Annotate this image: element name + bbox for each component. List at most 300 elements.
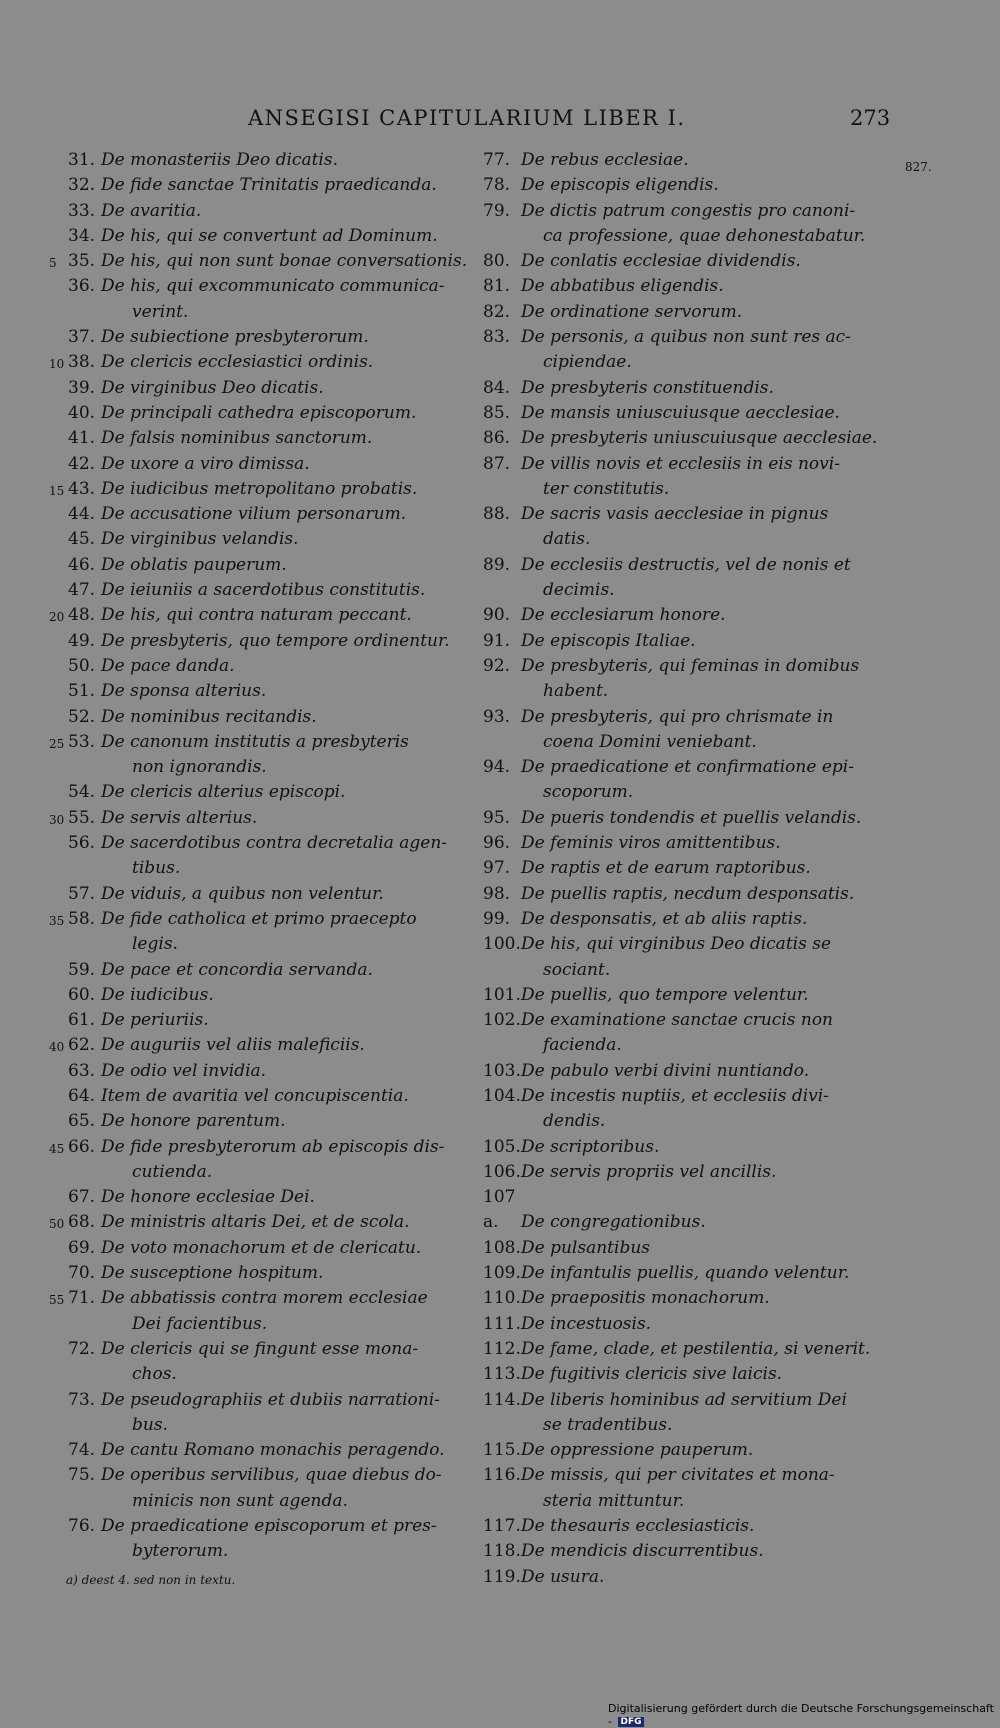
- entry-number: 71.: [68, 1288, 96, 1309]
- toc-entry: [483, 882, 885, 907]
- entry-title: De viduis, a quibus non velentur.: [101, 883, 384, 904]
- entry-number: 60.: [68, 984, 96, 1005]
- entry-title: De missis, qui per civitates et mona-: [521, 1465, 835, 1486]
- entry-title: De servis alterius.: [101, 807, 258, 828]
- toc-entry: [68, 1033, 468, 1058]
- toc-entry: [483, 376, 885, 401]
- entry-number: 87.: [483, 453, 511, 474]
- entry-number: 82.: [483, 301, 511, 322]
- toc-entry: [68, 224, 468, 249]
- line-marker: 15: [49, 484, 65, 498]
- entry-title: De servis propriis vel ancillis.: [521, 1161, 777, 1182]
- entry-title: De ecclesiarum honore.: [521, 605, 726, 626]
- toc-entry: [68, 325, 468, 350]
- entry-number: 92.: [483, 655, 511, 676]
- entry-number: 48.: [68, 605, 96, 626]
- entry-continuation: habent.: [543, 681, 609, 702]
- entry-number: 33.: [68, 200, 96, 221]
- entry-number: 39.: [68, 377, 96, 398]
- entry-title: De operibus servilibus, quae diebus do-: [101, 1465, 442, 1486]
- entry-number: 107 a.: [483, 1187, 516, 1233]
- toc-entry: [483, 1135, 885, 1160]
- entry-title: De presbyteris, qui pro chrismate in: [521, 706, 834, 727]
- toc-entry: [483, 325, 885, 376]
- toc-entry: [483, 199, 885, 250]
- entry-title: De praedicatione episcoporum et pres-: [101, 1516, 437, 1537]
- entry-continuation: ter constitutis.: [543, 478, 670, 499]
- toc-entry: [68, 780, 468, 805]
- toc-entry: [68, 350, 468, 375]
- toc-entry: [68, 502, 468, 527]
- entry-number: 46.: [68, 554, 96, 575]
- entry-number: 70.: [68, 1263, 96, 1284]
- toc-entry: [483, 401, 885, 426]
- entry-number: 42.: [68, 453, 96, 474]
- entry-title: De ministris altaris Dei, et de scola.: [101, 1212, 410, 1233]
- entry-number: 47.: [68, 580, 96, 601]
- entry-title: De presbyteris, quo tempore ordinentur.: [101, 630, 450, 651]
- entry-continuation: dendis.: [543, 1111, 606, 1132]
- entry-number: 66.: [68, 1136, 96, 1157]
- entry-title: De his, qui se convertunt ad Dominum.: [101, 225, 438, 246]
- toc-entry: [68, 401, 468, 426]
- entry-number: 85.: [483, 402, 511, 423]
- toc-entry: [483, 173, 885, 198]
- toc-entry: [483, 1312, 885, 1337]
- toc-entry: [483, 1362, 885, 1387]
- entry-title: De sponsa alterius.: [101, 681, 267, 702]
- entry-number: 58.: [68, 908, 96, 929]
- entry-number: 117.: [483, 1516, 521, 1537]
- entry-title: De ordinatione servorum.: [521, 301, 743, 322]
- credit-text: Digitalisierung gefördert durch die Deutsche Forschungsgemeinschaft -: [608, 1702, 994, 1728]
- entry-title: De his, qui excommunicato communica-: [101, 276, 445, 297]
- entry-number: 65.: [68, 1111, 96, 1132]
- entry-title: De sacris vasis aecclesiae in pignus: [521, 504, 829, 525]
- toc-entry: [68, 730, 468, 781]
- entry-number: 45.: [68, 529, 96, 550]
- entry-number: 106.: [483, 1161, 521, 1182]
- entry-continuation: byterorum.: [132, 1541, 229, 1562]
- entry-title: De villis novis et ecclesiis in eis novi-: [521, 453, 840, 474]
- entry-title: De presbyteris, qui feminas in domibus: [521, 655, 860, 676]
- entry-continuation: non ignorandis.: [132, 757, 267, 778]
- entry-number: 81.: [483, 276, 511, 297]
- entry-title: De virginibus Deo dicatis.: [101, 377, 324, 398]
- right-column: [483, 148, 885, 1590]
- entry-title: De episcopis eligendis.: [521, 175, 719, 196]
- toc-entry: [483, 1539, 885, 1564]
- entry-number: 105.: [483, 1136, 521, 1157]
- entry-title: De pace et concordia servanda.: [101, 959, 373, 980]
- line-marker: 30: [49, 813, 65, 827]
- entry-number: 32.: [68, 175, 96, 196]
- entry-number: 104.: [483, 1085, 521, 1106]
- toc-entry: [483, 983, 885, 1008]
- entry-number: 53.: [68, 731, 96, 752]
- entry-number: 78.: [483, 175, 511, 196]
- entry-title: De episcopis Italiae.: [521, 630, 696, 651]
- toc-entry: [68, 1286, 468, 1337]
- entry-number: 43.: [68, 478, 96, 499]
- line-marker: 25: [49, 737, 65, 751]
- entry-title: De mansis uniuscuiusque aecclesiae.: [521, 402, 840, 423]
- entry-title: De presbyteris constituendis.: [521, 377, 774, 398]
- toc-entry: [483, 1514, 885, 1539]
- dfg-logo: DFG: [620, 1717, 642, 1727]
- toc-entry: [68, 376, 468, 401]
- toc-entry: [483, 1286, 885, 1311]
- toc-entry: [483, 1261, 885, 1286]
- entry-number: 95.: [483, 807, 511, 828]
- entry-title: De presbyteris uniuscuiusque aecclesiae.: [521, 428, 878, 449]
- entry-title: De clericis alterius episcopi.: [101, 782, 346, 803]
- line-marker: 40: [49, 1040, 65, 1054]
- entry-title: De congregationibus.: [521, 1212, 706, 1233]
- toc-entry: [483, 1565, 885, 1590]
- entry-title: De iudicibus metropolitano probatis.: [101, 478, 418, 499]
- entry-title: De rebus ecclesiae.: [521, 150, 689, 170]
- entry-number: 114.: [483, 1389, 521, 1410]
- entry-title: De ieiuniis a sacerdotibus constitutis.: [101, 580, 426, 601]
- entry-number: 50.: [68, 655, 96, 676]
- entry-title: De canonum institutis a presbyteris: [101, 731, 409, 752]
- entry-title: De pace danda.: [101, 655, 235, 676]
- toc-entry: [68, 148, 468, 173]
- entry-title: De auguriis vel aliis maleficiis.: [101, 1035, 365, 1056]
- entry-number: 99.: [483, 908, 511, 929]
- entry-number: 111.: [483, 1313, 521, 1334]
- entry-number: 93.: [483, 706, 511, 727]
- toc-entry: [483, 1388, 885, 1439]
- entry-title: De clericis qui se fingunt esse mona-: [101, 1338, 419, 1359]
- toc-entry: [68, 907, 468, 958]
- toc-entry: [68, 1438, 468, 1463]
- toc-entry: [68, 1059, 468, 1084]
- entry-number: 102.: [483, 1010, 521, 1031]
- entry-number: 49.: [68, 630, 96, 651]
- toc-entry: [68, 527, 468, 552]
- entry-number: 35.: [68, 251, 96, 272]
- entry-number: 72.: [68, 1338, 96, 1359]
- entry-number: 55.: [68, 807, 96, 828]
- toc-entry: [68, 654, 468, 679]
- entry-number: 59.: [68, 959, 96, 980]
- toc-entry: [483, 907, 885, 932]
- line-marker: 10: [49, 357, 65, 371]
- entry-number: 79.: [483, 200, 511, 221]
- entry-title: De puellis, quo tempore velentur.: [521, 984, 809, 1005]
- entry-title: De pabulo verbi divini nuntiando.: [521, 1060, 810, 1081]
- entry-number: 91.: [483, 630, 511, 651]
- footnote: a) deest 4. sed non in textu.: [66, 1573, 236, 1587]
- toc-entry: [68, 679, 468, 704]
- toc-entry: [68, 1261, 468, 1286]
- entry-title: De examinatione sanctae crucis non: [521, 1010, 834, 1031]
- entry-number: 119.: [483, 1566, 521, 1587]
- toc-entry: [68, 1135, 468, 1186]
- entry-title: De ecclesiis destructis, vel de nonis et: [521, 554, 851, 575]
- entry-title: De his, qui virginibus Deo dicatis se: [521, 934, 832, 955]
- entry-number: 115.: [483, 1440, 521, 1461]
- entry-title: Item de avaritia vel concupiscentia.: [101, 1085, 409, 1106]
- entry-number: 77.: [483, 150, 511, 170]
- entry-continuation: datis.: [543, 529, 591, 550]
- toc-entry: [68, 882, 468, 907]
- toc-entry: [483, 856, 885, 881]
- entry-title: De nominibus recitandis.: [101, 706, 317, 727]
- entry-title: De honore ecclesiae Dei.: [101, 1187, 315, 1208]
- entry-number: 103.: [483, 1060, 521, 1081]
- entry-title: De conlatis ecclesiae dividendis.: [521, 251, 801, 272]
- toc-entry: [483, 755, 885, 806]
- toc-entry: [68, 477, 468, 502]
- entry-number: 83.: [483, 327, 511, 348]
- margin-year: 827.: [905, 160, 932, 174]
- toc-entry: [483, 831, 885, 856]
- entry-title: De thesauris ecclesiasticis.: [521, 1516, 755, 1537]
- entry-number: 51.: [68, 681, 96, 702]
- line-marker: 45: [49, 1142, 65, 1156]
- entry-continuation: se tradentibus.: [543, 1414, 673, 1435]
- toc-entry: [68, 452, 468, 477]
- entry-number: 100.: [483, 934, 521, 955]
- entry-title: De fugitivis clericis sive laicis.: [521, 1364, 783, 1385]
- entry-title: De virginibus velandis.: [101, 529, 299, 550]
- toc-entry: [483, 1337, 885, 1362]
- entry-continuation: decimis.: [543, 580, 615, 601]
- entry-continuation: sociant.: [543, 959, 611, 980]
- entry-number: 41.: [68, 428, 96, 449]
- toc-entry: [483, 1463, 885, 1514]
- entry-number: 76.: [68, 1516, 96, 1537]
- entry-continuation: facienda.: [543, 1035, 622, 1056]
- entry-number: 74.: [68, 1440, 96, 1461]
- line-marker: 50: [49, 1217, 65, 1231]
- entry-title: De raptis et de earum raptoribus.: [521, 858, 811, 879]
- toc-entry: [483, 705, 885, 756]
- toc-entry: [68, 1236, 468, 1261]
- digitization-credit: [608, 1702, 1000, 1728]
- entry-continuation: verint.: [132, 301, 189, 322]
- toc-entry: [483, 1008, 885, 1059]
- entry-number: 80.: [483, 251, 511, 272]
- toc-entry: [483, 452, 885, 503]
- entry-continuation: tibus.: [132, 858, 181, 879]
- entry-title: De falsis nominibus sanctorum.: [101, 428, 373, 449]
- entry-number: 57.: [68, 883, 96, 904]
- entry-continuation: cutienda.: [132, 1161, 213, 1182]
- entry-continuation: bus.: [132, 1414, 168, 1435]
- entry-number: 90.: [483, 605, 511, 626]
- entry-continuation: legis.: [132, 934, 178, 955]
- line-marker: 35: [49, 914, 65, 928]
- toc-entry: [68, 1008, 468, 1033]
- entry-title: De pueris tondendis et puellis velandis.: [521, 807, 862, 828]
- toc-entry: [68, 426, 468, 451]
- entry-title: De personis, a quibus non sunt res ac-: [521, 327, 851, 348]
- line-marker: 55: [49, 1293, 65, 1307]
- toc-entry: [68, 1210, 468, 1235]
- entry-number: 31.: [68, 150, 96, 170]
- entry-continuation: coena Domini veniebant.: [543, 731, 757, 752]
- entry-number: 109.: [483, 1263, 521, 1284]
- entry-number: 118.: [483, 1541, 521, 1562]
- entry-title: De subiectione presbyterorum.: [101, 327, 369, 348]
- entry-number: 86.: [483, 428, 511, 449]
- entry-title: De oppressione pauperum.: [521, 1440, 754, 1461]
- toc-entry: [483, 654, 885, 705]
- toc-entry: [483, 274, 885, 299]
- entry-title: De fide catholica et primo praecepto: [101, 908, 417, 929]
- entry-title: De avaritia.: [101, 200, 202, 221]
- entry-title: De periuriis.: [101, 1010, 209, 1031]
- entry-title: De principali cathedra episcoporum.: [101, 402, 417, 423]
- entry-number: 34.: [68, 225, 96, 246]
- entry-number: 96.: [483, 833, 511, 854]
- entry-title: De scriptoribus.: [521, 1136, 660, 1157]
- entry-number: 64.: [68, 1085, 96, 1106]
- toc-entry: [68, 1185, 468, 1210]
- entry-number: 88.: [483, 504, 511, 525]
- entry-title: De puellis raptis, necdum desponsatis.: [521, 883, 855, 904]
- entry-title: De monasteriis Deo dicatis.: [101, 150, 338, 170]
- entry-title: De liberis hominibus ad servitium Dei: [521, 1389, 847, 1410]
- toc-entry: [68, 958, 468, 983]
- entry-title: De susceptione hospitum.: [101, 1263, 324, 1284]
- entry-number: 113.: [483, 1364, 521, 1385]
- entry-title: De his, qui contra naturam peccant.: [101, 605, 412, 626]
- toc-entry: [68, 806, 468, 831]
- entry-number: 44.: [68, 504, 96, 525]
- toc-entry: [68, 1084, 468, 1109]
- entry-number: 84.: [483, 377, 511, 398]
- toc-entry: [68, 199, 468, 224]
- toc-entry: [68, 705, 468, 730]
- entry-title: De clericis ecclesiastici ordinis.: [101, 352, 374, 373]
- entry-number: 94.: [483, 757, 511, 778]
- toc-entry: [483, 1185, 885, 1236]
- entry-title: De pseudographiis et dubiis narrationi-: [101, 1389, 440, 1410]
- entry-title: De incestuosis.: [521, 1313, 652, 1334]
- entry-number: 40.: [68, 402, 96, 423]
- page-number: 273: [850, 106, 891, 130]
- entry-title: De abbatibus eligendis.: [521, 276, 724, 297]
- entry-number: 98.: [483, 883, 511, 904]
- entry-title: De accusatione vilium personarum.: [101, 504, 407, 525]
- toc-entry: [68, 629, 468, 654]
- toc-entry: [68, 274, 468, 325]
- toc-entry: [68, 173, 468, 198]
- toc-entry: [483, 932, 885, 983]
- entry-title: De praepositis monachorum.: [521, 1288, 770, 1309]
- entry-continuation: chos.: [132, 1364, 177, 1385]
- toc-entry: [68, 553, 468, 578]
- toc-entry: [483, 629, 885, 654]
- entry-title: De pulsantibus: [521, 1237, 650, 1258]
- toc-entry: [483, 1236, 885, 1261]
- entry-number: 63.: [68, 1060, 96, 1081]
- toc-entry: [483, 553, 885, 604]
- toc-entry: [68, 1463, 468, 1514]
- entry-title: De cantu Romano monachis peragendo.: [101, 1440, 445, 1461]
- toc-entry: [68, 249, 468, 274]
- entry-title: De iudicibus.: [101, 984, 214, 1005]
- entry-number: 110.: [483, 1288, 521, 1309]
- entry-number: 56.: [68, 833, 96, 854]
- toc-entry: [68, 578, 468, 603]
- entry-continuation: cipiendae.: [543, 352, 632, 373]
- entry-number: 69.: [68, 1237, 96, 1258]
- entry-number: 54.: [68, 782, 96, 803]
- entry-number: 101.: [483, 984, 521, 1005]
- entry-number: 62.: [68, 1035, 96, 1056]
- toc-entry: [483, 806, 885, 831]
- entry-title: De mendicis discurrentibus.: [521, 1541, 764, 1562]
- entry-number: 116.: [483, 1465, 521, 1486]
- entry-title: De feminis viros amittentibus.: [521, 833, 781, 854]
- toc-entry: [483, 603, 885, 628]
- entry-number: 52.: [68, 706, 96, 727]
- entry-number: 89.: [483, 554, 511, 575]
- entry-title: De usura.: [521, 1566, 605, 1587]
- entry-title: De voto monachorum et de clericatu.: [101, 1237, 422, 1258]
- entry-number: 108.: [483, 1237, 521, 1258]
- entry-title: De incestis nuptiis, et ecclesiis divi-: [521, 1085, 829, 1106]
- entry-continuation: steria mittuntur.: [543, 1490, 685, 1511]
- entry-title: De uxore a viro dimissa.: [101, 453, 310, 474]
- entry-continuation: scoporum.: [543, 782, 634, 803]
- running-title: ANSEGISI CAPITULARIUM LIBER I.: [248, 106, 686, 130]
- entry-title: De desponsatis, et ab aliis raptis.: [521, 908, 808, 929]
- entry-title: De infantulis puellis, quando velentur.: [521, 1263, 850, 1284]
- entry-number: 67.: [68, 1187, 96, 1208]
- toc-entry: [483, 1059, 885, 1084]
- toc-entry: [483, 1160, 885, 1185]
- entry-number: 38.: [68, 352, 96, 373]
- toc-entry: [483, 1084, 885, 1135]
- toc-entry: [483, 426, 885, 451]
- toc-entry: [68, 1388, 468, 1439]
- entry-continuation: minicis non sunt agenda.: [132, 1490, 348, 1511]
- entry-number: 75.: [68, 1465, 96, 1486]
- entry-title: De fide presbyterorum ab episcopis dis-: [101, 1136, 445, 1157]
- entry-title: De oblatis pauperum.: [101, 554, 287, 575]
- entry-continuation: Dei facientibus.: [132, 1313, 268, 1334]
- entry-continuation: ca professione, quae dehonestabatur.: [543, 225, 866, 246]
- toc-entry: [483, 148, 885, 173]
- toc-entry: [483, 1438, 885, 1463]
- line-marker: 5: [49, 256, 57, 270]
- entry-title: De dictis patrum congestis pro canoni-: [521, 200, 856, 221]
- toc-entry: [68, 983, 468, 1008]
- entry-number: 37.: [68, 327, 96, 348]
- entry-number: 73.: [68, 1389, 96, 1410]
- entry-title: De praedicatione et confirmatione epi-: [521, 757, 854, 778]
- toc-entry: [68, 603, 468, 628]
- entry-title: De odio vel invidia.: [101, 1060, 267, 1081]
- entry-title: De fame, clade, et pestilentia, si venerit.: [521, 1338, 871, 1359]
- entry-title: De sacerdotibus contra decretalia agen-: [101, 833, 448, 854]
- entry-number: 61.: [68, 1010, 96, 1031]
- entry-title: De his, qui non sunt bonae conversationis.: [101, 251, 468, 272]
- entry-number: 68.: [68, 1212, 96, 1233]
- toc-entry: [483, 249, 885, 274]
- left-column: [68, 148, 468, 1565]
- entry-title: De abbatissis contra morem ecclesiae: [101, 1288, 428, 1309]
- toc-entry: [68, 831, 468, 882]
- entry-title: De honore parentum.: [101, 1111, 286, 1132]
